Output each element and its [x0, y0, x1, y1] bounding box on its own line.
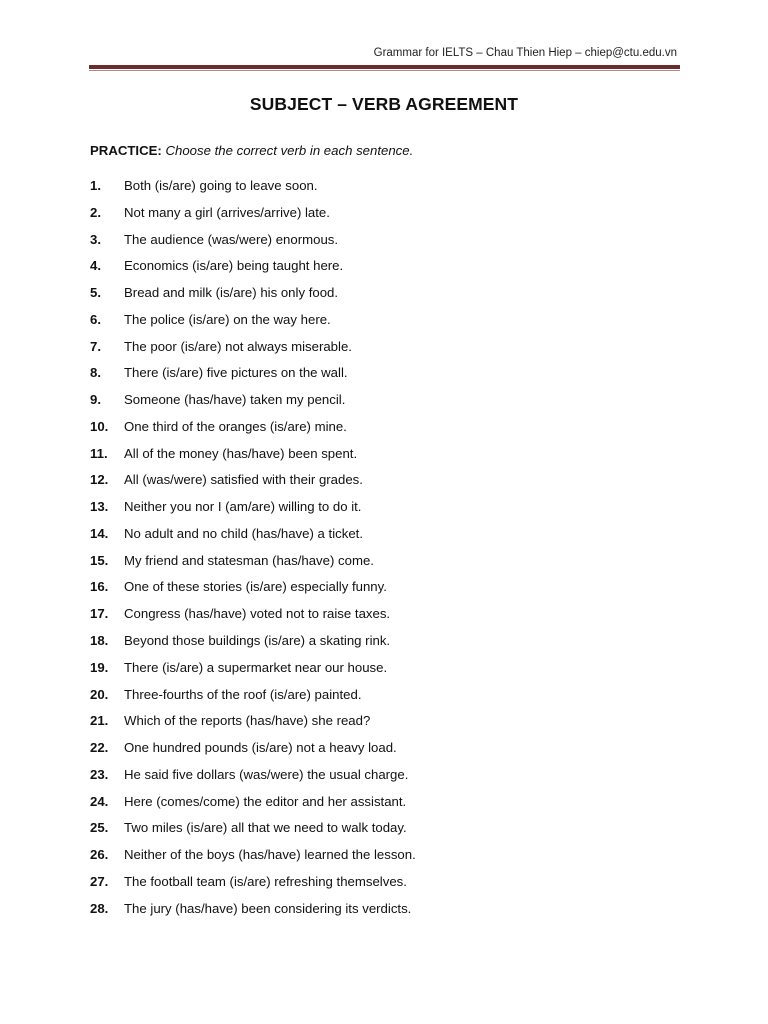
exercise-item — [90, 818, 690, 845]
exercise-item — [90, 845, 690, 872]
exercise-number: 18. — [90, 633, 109, 649]
exercise-item — [90, 524, 690, 551]
exercise-item — [90, 444, 690, 471]
exercise-number: 16. — [90, 579, 109, 595]
exercise-item — [90, 765, 690, 792]
exercise-number: 20. — [90, 686, 109, 702]
exercise-sentence: My friend and statesman (has/have) come. — [124, 552, 374, 568]
exercise-sentence: Congress (has/have) voted not to raise taxes. — [124, 606, 391, 622]
exercise-sentence: He said five dollars (was/were) the usual charge. — [124, 766, 409, 782]
exercise-number: 15. — [90, 552, 109, 568]
exercise-sentence: There (is/are) a supermarket near our house. — [124, 659, 388, 675]
exercise-number: 9. — [90, 392, 101, 408]
exercise-item — [90, 738, 690, 765]
exercise-item — [90, 899, 690, 926]
exercise-sentence: Both (is/are) going to leave soon. — [124, 178, 318, 193]
exercise-sentence: Neither you nor I (am/are) willing to do it. — [124, 499, 362, 515]
exercise-item — [90, 470, 690, 497]
exercise-item — [90, 283, 690, 310]
exercise-item — [90, 551, 690, 578]
exercise-number: 17. — [90, 606, 109, 622]
exercise-item — [90, 631, 690, 658]
exercise-item — [90, 792, 690, 819]
header-rule — [89, 65, 680, 69]
exercise-number: 3. — [90, 231, 101, 247]
exercise-number: 21. — [90, 713, 109, 729]
exercise-number: 2. — [90, 204, 101, 220]
exercise-number: 14. — [90, 525, 109, 541]
exercise-sentence: There (is/are) five pictures on the wall. — [124, 365, 348, 381]
exercise-number: 7. — [90, 338, 101, 354]
running-header: Grammar for IELTS – Chau Thien Hiep – chiep@ctu.edu.vn — [373, 47, 677, 59]
exercise-number: 24. — [90, 793, 109, 809]
exercise-item — [90, 230, 690, 257]
exercise-sentence: Here (comes/come) the editor and her assistant. — [124, 793, 407, 809]
exercise-sentence: Someone (has/have) taken my pencil. — [124, 392, 346, 408]
exercise-number: 5. — [90, 285, 101, 301]
exercise-item — [90, 310, 690, 337]
header-rule-thin — [89, 70, 680, 71]
exercise-number: 28. — [90, 900, 109, 916]
exercise-sentence: The police (is/are) on the way here. — [124, 311, 331, 327]
exercise-sentence: Which of the reports (has/have) she read? — [124, 713, 371, 729]
exercise-number: 11. — [90, 445, 108, 461]
exercise-item — [90, 497, 690, 524]
exercise-sentence: The audience (was/were) enormous. — [124, 231, 339, 247]
exercise-sentence: Economics (is/are) being taught here. — [124, 258, 344, 274]
exercise-item — [90, 658, 690, 685]
exercise-sentence: One of these stories (is/are) especially funny. — [124, 579, 387, 595]
exercise-item — [90, 417, 690, 444]
practice-label: PRACTICE: — [90, 143, 162, 158]
exercise-sentence: The jury (has/have) been considering its verdicts. — [124, 900, 412, 916]
exercise-item — [90, 203, 690, 230]
exercise-number: 25. — [90, 820, 109, 836]
exercise-sentence: All (was/were) satisfied with their grades. — [124, 472, 363, 488]
exercise-sentence: Two miles (is/are) all that we need to walk today. — [124, 820, 407, 836]
exercise-sentence: All of the money (has/have) been spent. — [124, 445, 358, 461]
page-title: SUBJECT – VERB AGREEMENT — [249, 94, 519, 114]
exercise-list — [90, 176, 690, 925]
exercise-item — [90, 577, 690, 604]
exercise-item — [90, 390, 690, 417]
exercise-item — [90, 256, 690, 283]
exercise-number: 10. — [90, 418, 109, 434]
exercise-sentence: One third of the oranges (is/are) mine. — [124, 418, 347, 434]
exercise-number: 1. — [90, 178, 101, 193]
exercise-number: 26. — [90, 847, 109, 863]
exercise-number: 23. — [90, 766, 109, 782]
exercise-item — [90, 872, 690, 899]
exercise-sentence: Three-fourths of the roof (is/are) painted. — [124, 686, 362, 702]
exercise-number: 27. — [90, 873, 109, 889]
practice-instructions — [90, 143, 413, 158]
exercise-sentence: The poor (is/are) not always miserable. — [124, 338, 352, 354]
exercise-number: 19. — [90, 659, 109, 675]
exercise-number: 4. — [90, 258, 101, 274]
exercise-item — [90, 176, 690, 203]
exercise-sentence: Neither of the boys (has/have) learned the lesson. — [124, 847, 416, 863]
exercise-item — [90, 604, 690, 631]
exercise-number: 6. — [90, 311, 101, 327]
exercise-sentence: Not many a girl (arrives/arrive) late. — [124, 204, 330, 220]
exercise-item — [90, 363, 690, 390]
exercise-number: 8. — [90, 365, 101, 381]
exercise-number: 12. — [90, 472, 109, 488]
exercise-item — [90, 337, 690, 364]
exercise-sentence: One hundred pounds (is/are) not a heavy load. — [124, 740, 397, 756]
exercise-sentence: No adult and no child (has/have) a ticket. — [124, 525, 363, 541]
exercise-sentence: Bread and milk (is/are) his only food. — [124, 285, 339, 301]
exercise-number: 13. — [90, 499, 109, 515]
exercise-number: 22. — [90, 740, 109, 756]
practice-instruction-text: Choose the correct verb in each sentence. — [165, 143, 414, 158]
exercise-sentence: Beyond those buildings (is/are) a skating rink. — [124, 633, 391, 649]
exercise-item — [90, 685, 690, 712]
exercise-item — [90, 711, 690, 738]
exercise-sentence: The football team (is/are) refreshing themselves. — [124, 873, 407, 889]
